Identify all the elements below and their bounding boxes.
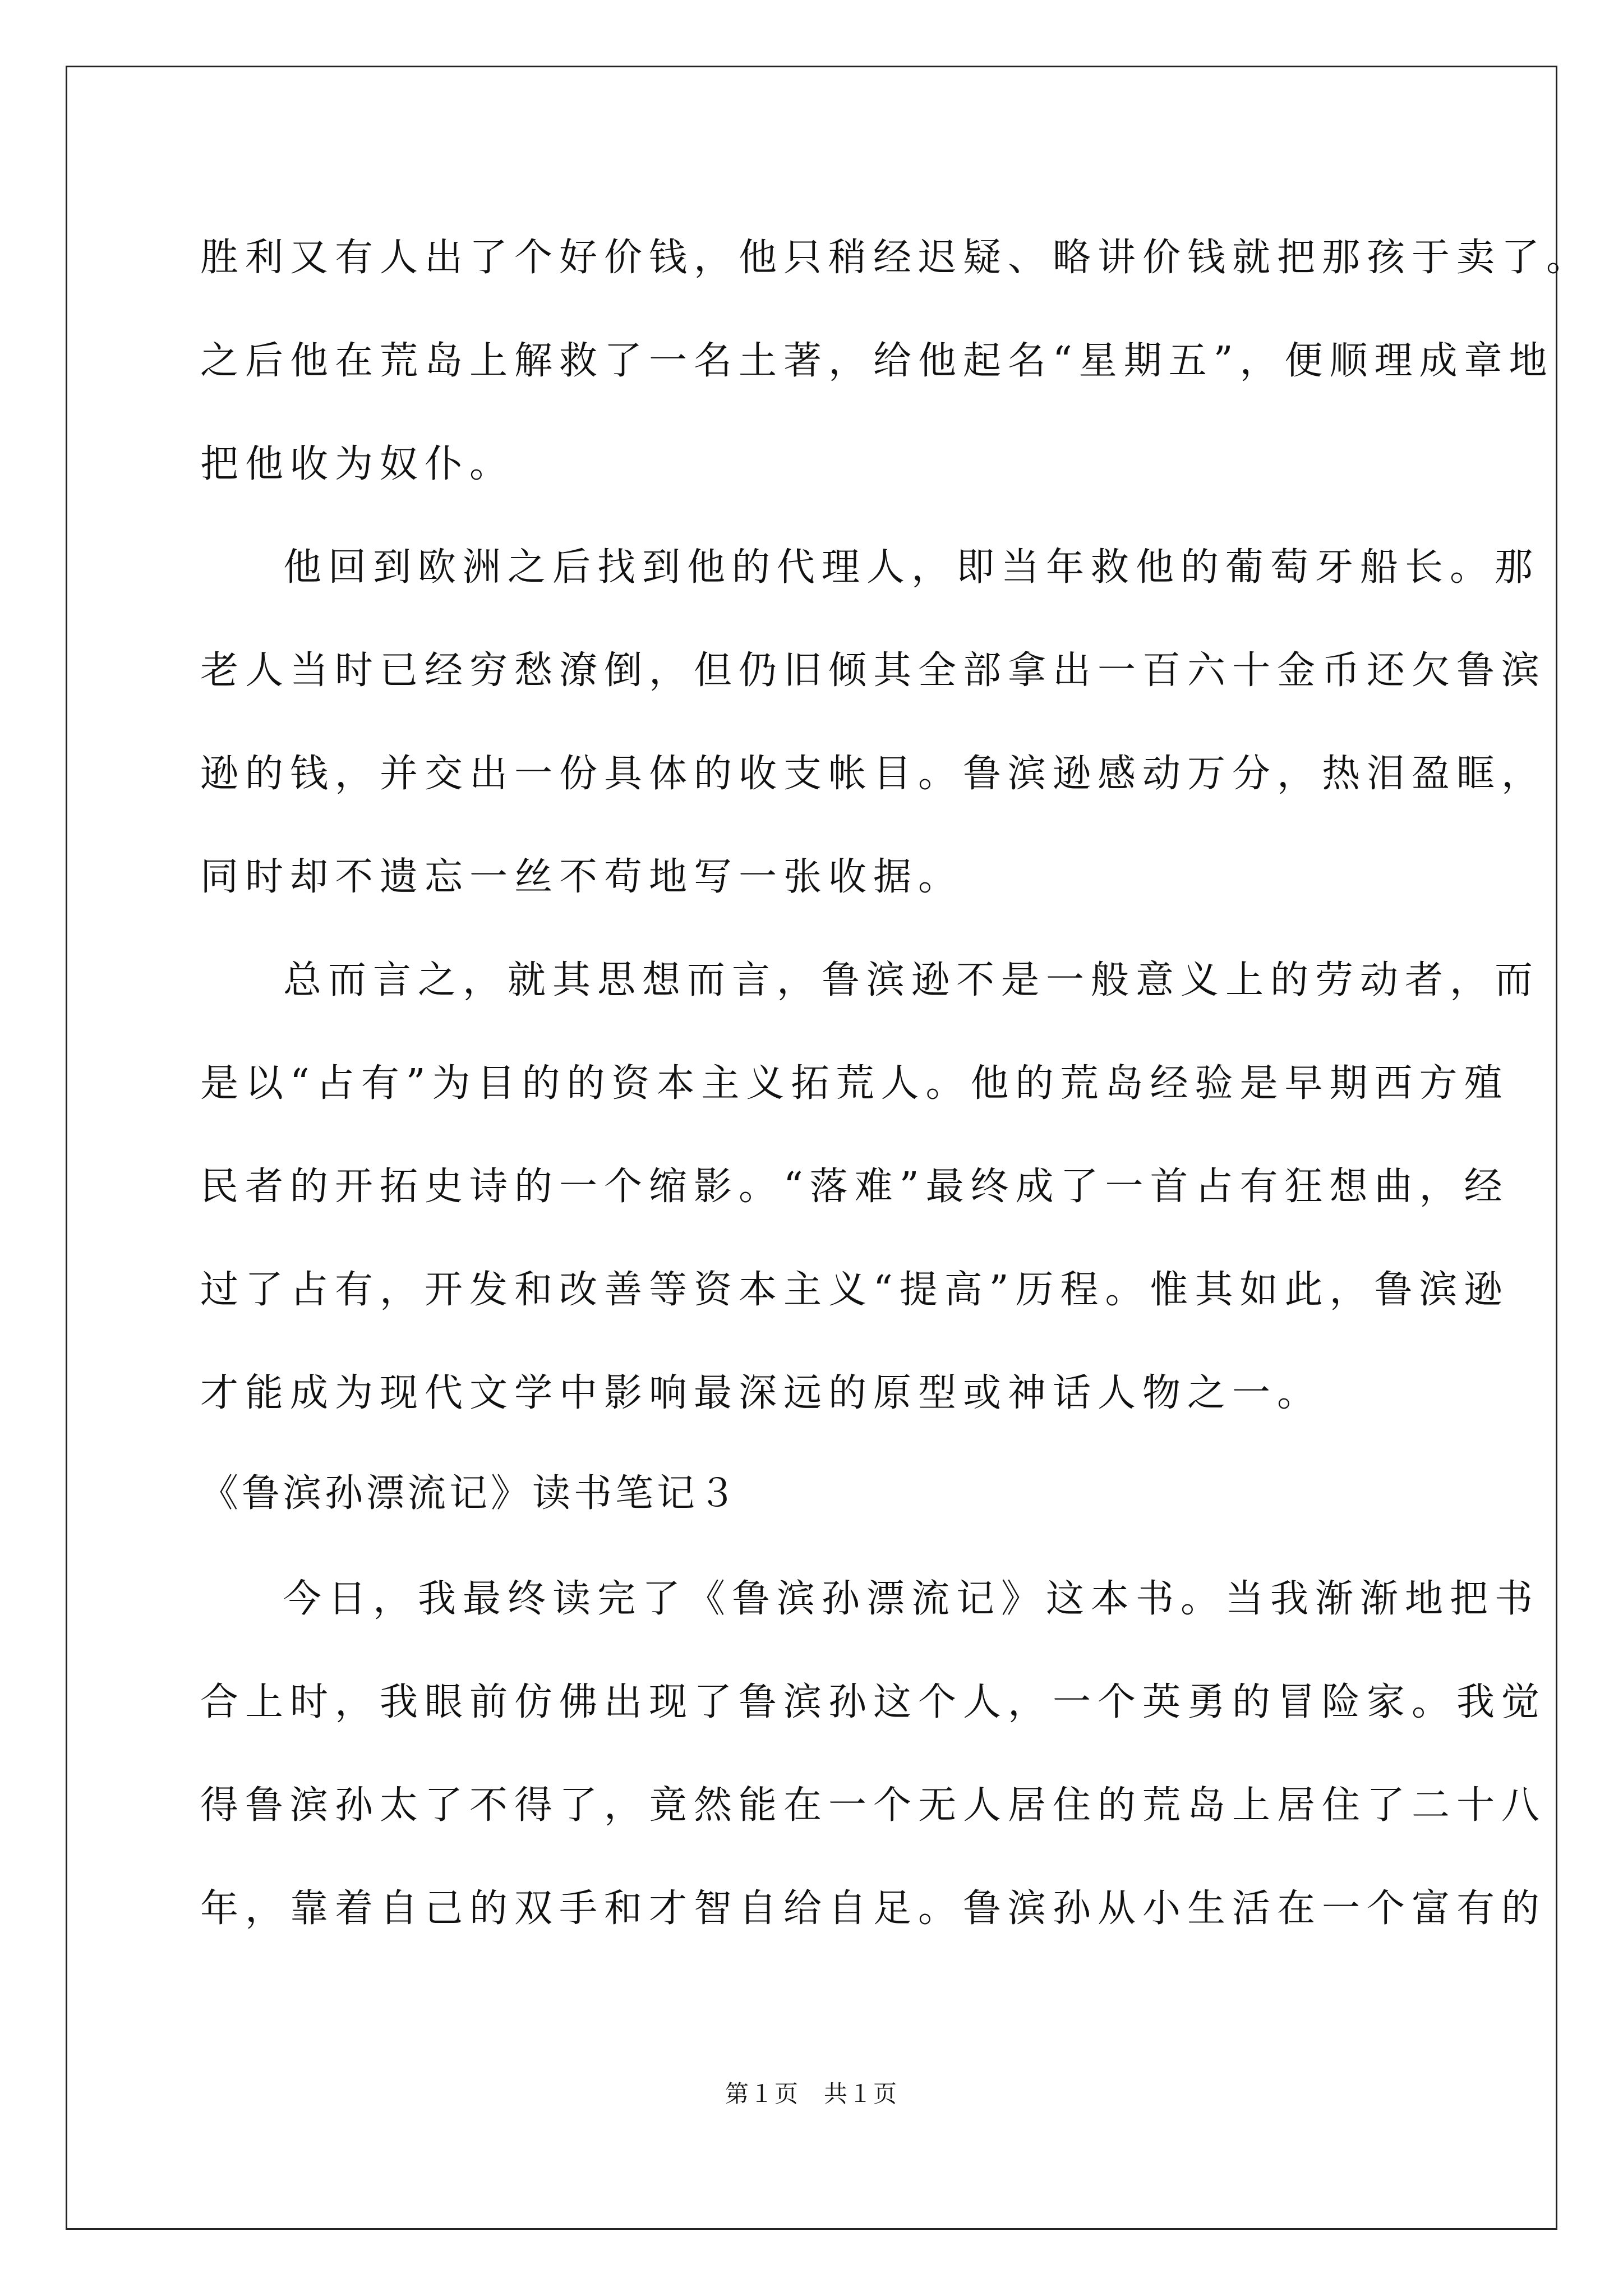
body-text-line: 合上时，我眼前仿佛出现了鲁滨孙这个人，一个英勇的冒险家。我觉: [200, 1680, 1547, 1724]
body-text-line: 年，靠着自己的双手和才智自给自足。鲁滨孙从小生活在一个富有的: [200, 1887, 1547, 1931]
page-footer: 第１页 共１页: [725, 2080, 898, 2108]
body-text-line: 把他收为奴仆。: [200, 442, 515, 486]
body-text-line: 之后他在荒岛上解救了一名土著，给他起名“星期五”，便顺理成章地: [200, 339, 1554, 383]
body-text-line: 逊的钱，并交出一份具体的收支帐目。鲁滨逊感动万分，热泪盈眶，: [200, 752, 1547, 796]
body-text-line: 老人当时已经穷愁潦倒，但仍旧倾其全部拿出一百六十金币还欠鲁滨: [200, 648, 1547, 693]
body-text-line: 胜利又有人出了个好价钱，他只稍经迟疑、略讲价钱就把那孩于卖了。: [200, 236, 1592, 280]
body-text-line: 同时却不遗忘一丝不苟地写一张收据。: [200, 855, 963, 899]
body-text-line: 得鲁滨孙太了不得了，竟然能在一个无人居住的荒岛上居住了二十八: [200, 1783, 1547, 1828]
body-text-line: 民者的开拓史诗的一个缩影。“落难”最终成了一首占有狂想曲，经: [200, 1165, 1509, 1209]
body-text-line: 是以“占有”为目的的资本主义拓荒人。他的荒岛经验是早期西方殖: [200, 1061, 1509, 1106]
body-text-line: 过了占有，开发和改善等资本主义“提高”历程。惟其如此，鲁滨逊: [200, 1268, 1509, 1312]
body-text-line: 今日，我最终读完了《鲁滨孙漂流记》这本书。当我渐渐地把书: [283, 1577, 1540, 1621]
body-text-line: 他回到欧洲之后找到他的代理人，即当年救他的葡萄牙船长。那: [283, 545, 1540, 590]
section-heading: 《鲁滨孙漂流记》读书笔记３: [200, 1471, 740, 1516]
body-text-line: 才能成为现代文学中影响最深远的原型或神话人物之一。: [200, 1371, 1322, 1415]
body-text-line: 总而言之，就其思想而言，鲁滨逊不是一般意义上的劳动者，而: [283, 958, 1540, 1002]
